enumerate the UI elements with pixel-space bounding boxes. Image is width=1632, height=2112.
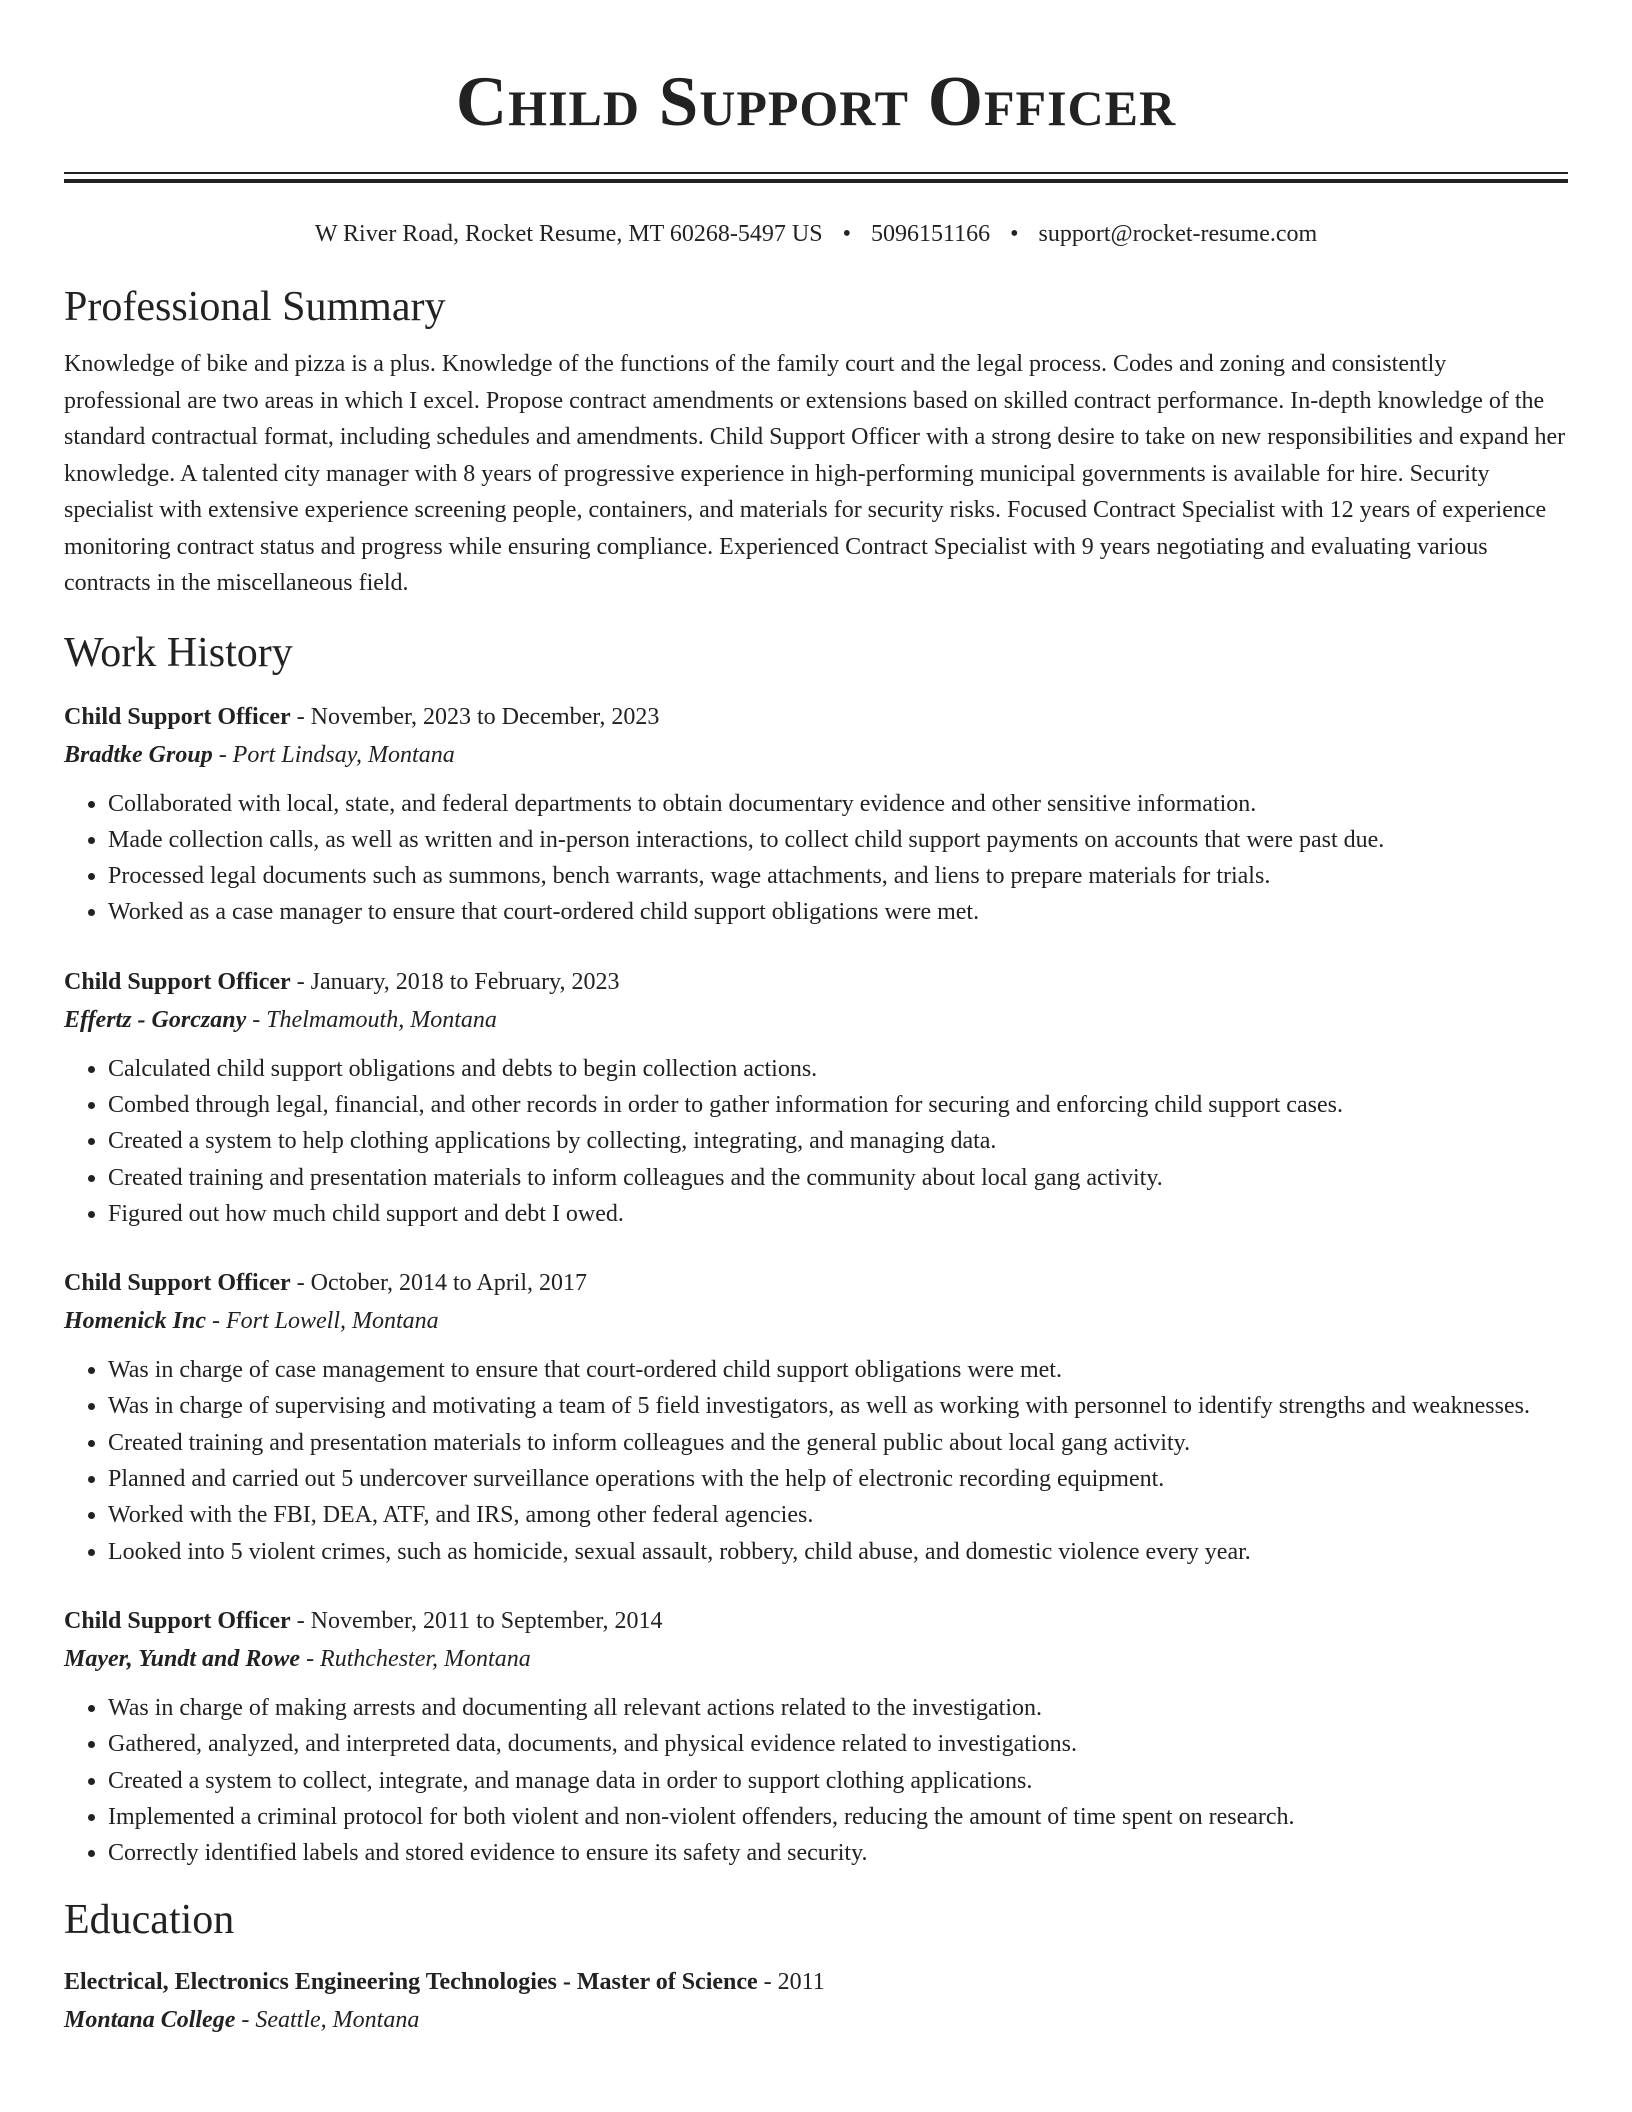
employer-name: Homenick Inc xyxy=(64,1308,206,1335)
employer-line xyxy=(64,736,1568,774)
job-bullet: • Was in charge of case management to ensure that court-ordered child support obligations were met. xyxy=(108,1352,1568,1388)
job-entry xyxy=(64,698,1568,931)
job-dates: - November, 2023 to December, 2023 xyxy=(290,703,660,730)
contact-address: W River Road, Rocket Resume, MT 60268-5497 US xyxy=(314,221,823,247)
contact-email: support@rocket-resume.com xyxy=(1038,221,1318,247)
job-dates: - January, 2018 to February, 2023 xyxy=(290,968,620,995)
resume-name-heading: Child Support Officer xyxy=(455,63,1177,141)
header-rule-thick xyxy=(64,179,1568,183)
job-entry xyxy=(64,963,1568,1232)
employer-location: - Thelmamouth, Montana xyxy=(246,1006,497,1033)
job-bullet: • Planned and carried out 5 undercover surveillance operations with the help of electronic recording equipment. xyxy=(108,1461,1568,1497)
employer-location: - Port Lindsay, Montana xyxy=(212,741,455,768)
school-name: Montana College xyxy=(64,2007,236,2034)
job-title: Child Support Officer xyxy=(64,1270,291,1297)
job-bullet: • Correctly identified labels and stored evidence to ensure its safety and security. xyxy=(108,1835,1568,1871)
contact-phone: 5096151166 xyxy=(870,221,991,247)
job-title: Child Support Officer xyxy=(64,703,291,730)
job-bullet: • Was in charge of supervising and motivating a team of 5 field investigators, as well as working with personnel to identify strengths and weaknesses. xyxy=(108,1388,1568,1424)
job-bullet-list xyxy=(64,1690,1568,1871)
education-entry xyxy=(64,1963,1568,2039)
job-bullet: • Made collection calls, as well as written and in-person interactions, to collect child support payments on accounts that were past due. xyxy=(108,822,1568,858)
job-bullet: • Created a system to collect, integrate, and manage data in order to support clothing applications. xyxy=(108,1763,1568,1799)
job-bullet: • Worked as a case manager to ensure that court-ordered child support obligations were met. xyxy=(108,894,1568,930)
job-bullet: • Was in charge of making arrests and documenting all relevant actions related to the investigation. xyxy=(108,1690,1568,1726)
job-title-line xyxy=(64,1602,1568,1640)
school-location: - Seattle, Montana xyxy=(235,2007,420,2034)
job-title-line xyxy=(64,698,1568,736)
job-bullet: • Combed through legal, financial, and other records in order to gather information for securing and enforcing child support cases. xyxy=(108,1087,1568,1123)
employer-name: Effertz - Gorczany xyxy=(64,1006,247,1033)
summary-text: Knowledge of bike and pizza is a plus. Knowledge of the functions of the family court and the legal process. Codes and zoning and consistently professional are two areas in which I excel. Propose contract amendments or extensions based on skilled contract performance. In-depth knowledge of the standard contractual format, including schedules and amendments. Child Support Officer with a strong desire to take on new responsibilities and expand her knowledge. A talented city manager with 8 years of progressive experience in high-performing municipal governments is available for hire. Security specialist with extensive experience screening people, containers, and materials for security risks. Focused Contract Specialist with 12 years of experience monitoring contract status and progress while ensuring compliance. Experienced Contract Specialist with 9 years negotiating and evaluating various contracts in the miscellaneous field. xyxy=(64,351,1566,596)
contact-separator: • xyxy=(1010,221,1019,247)
job-title: Child Support Officer xyxy=(64,968,291,995)
job-bullet: • Figured out how much child support and debt I owed. xyxy=(108,1196,1568,1232)
job-bullet-list xyxy=(64,1051,1568,1232)
employer-name: Mayer, Yundt and Rowe xyxy=(64,1645,301,1672)
job-bullet: • Implemented a criminal protocol for both violent and non-violent offenders, reducing the amount of time spent on research. xyxy=(108,1799,1568,1835)
job-dates: - October, 2014 to April, 2017 xyxy=(290,1270,588,1297)
summary-section-title: Professional Summary xyxy=(64,284,446,330)
degree-name: Electrical, Electronics Engineering Technologies - Master of Science xyxy=(64,1969,758,1996)
degree-line xyxy=(64,1963,1568,2001)
employer-line xyxy=(64,1640,1568,1678)
employer-line xyxy=(64,1302,1568,1340)
job-dates: - November, 2011 to September, 2014 xyxy=(290,1607,663,1634)
job-bullet-list xyxy=(64,786,1568,931)
job-title-line xyxy=(64,963,1568,1001)
degree-year: - 2011 xyxy=(757,1969,825,1996)
employer-location: - Fort Lowell, Montana xyxy=(206,1308,439,1335)
job-bullet: • Calculated child support obligations and debts to begin collection actions. xyxy=(108,1051,1568,1087)
job-bullet: • Gathered, analyzed, and interpreted data, documents, and physical evidence related to investigations. xyxy=(108,1726,1568,1762)
job-title-line xyxy=(64,1264,1568,1302)
employer-location: - Ruthchester, Montana xyxy=(300,1645,531,1672)
job-bullet: • Processed legal documents such as summons, bench warrants, wage attachments, and liens to prepare materials for trials. xyxy=(108,858,1568,894)
education-section-title: Education xyxy=(64,1897,235,1944)
job-bullet: • Worked with the FBI, DEA, ATF, and IRS, among other federal agencies. xyxy=(108,1497,1568,1533)
job-bullet: • Collaborated with local, state, and federal departments to obtain documentary evidence and other sensitive information. xyxy=(108,786,1568,822)
job-title: Child Support Officer xyxy=(64,1607,291,1634)
contact-separator: • xyxy=(842,221,851,247)
header-rule-thin xyxy=(64,172,1568,174)
job-bullet: • Created training and presentation materials to inform colleagues and the general public about local gang activity. xyxy=(108,1425,1568,1461)
job-bullet: • Created a system to help clothing applications by collecting, integrating, and managing data. xyxy=(108,1123,1568,1159)
job-bullet: • Created training and presentation materials to inform colleagues and the community about local gang activity. xyxy=(108,1160,1568,1196)
employer-line xyxy=(64,1001,1568,1039)
contact-line xyxy=(64,218,1568,250)
job-entry xyxy=(64,1602,1568,1871)
work-history-section-title: Work History xyxy=(64,629,293,676)
job-entry xyxy=(64,1264,1568,1570)
job-bullet-list xyxy=(64,1352,1568,1570)
employer-name: Bradtke Group xyxy=(64,741,213,768)
school-line xyxy=(64,2001,1568,2039)
job-bullet: • Looked into 5 violent crimes, such as homicide, sexual assault, robbery, child abuse, and domestic violence every year. xyxy=(108,1534,1568,1570)
